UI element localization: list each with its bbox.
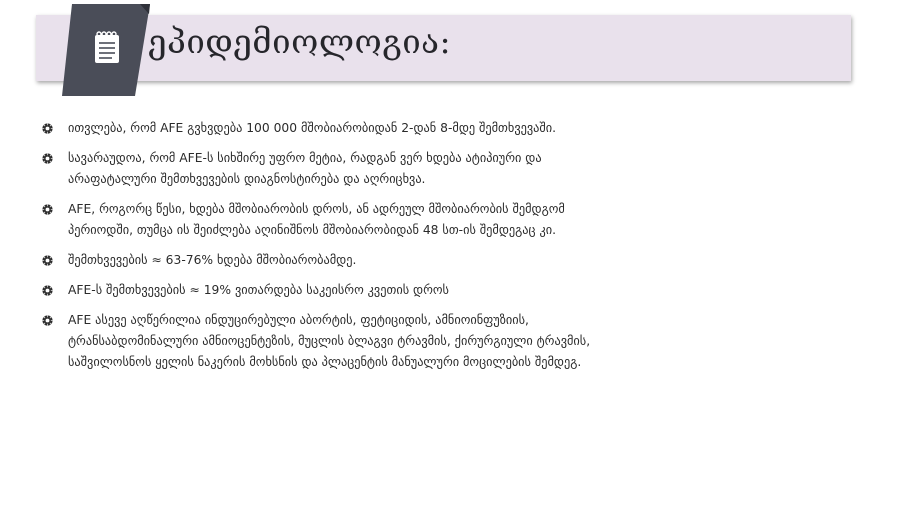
notepad-icon xyxy=(95,32,119,63)
gear-bullet-icon xyxy=(42,123,53,134)
gear-bullet-icon xyxy=(42,285,53,296)
page-title: ეპიდემიოლოგია: xyxy=(148,22,452,61)
gear-bullet-icon xyxy=(42,204,53,215)
bullet-text: AFE ასევე აღწერილია ინდუცირებული აბორტის, ფეტიციდის, ამნიოინფუზიის, ტრანსაბდომინალური ამნიოცენტეზის, მუცლის ბლაგვი ტრავმის, ქირურგიული ტრავმის, საშვილოსნოს ყელის ნაკერის მოხსნის და პლაცენტის მანუალური მოცილების შემდეგ. xyxy=(68,313,591,369)
bullet-item xyxy=(42,310,602,373)
bullet-text: შემთხვევების ≈ 63-76% ხდება მშობიარობამდე. xyxy=(68,253,357,267)
bullet-text: AFE-ს შემთხვევების ≈ 19% ვითარდება საკეისრო კვეთის დროს xyxy=(68,283,449,297)
bullet-text: ითვლება, რომ AFE გვხვდება 100 000 მშობიარობიდან 2-დან 8-მდე შემთხვევაში. xyxy=(68,121,557,135)
bullet-text: AFE, როგორც წესი, ხდება მშობიარობის დროს, ან ადრეულ მშობიარობის შემდგომ პერიოდში, თუმცა ის შეიძლება აღინიშნოს მშობიარობიდან 48 სთ-ის შემდეგაც კი. xyxy=(68,202,565,237)
gear-bullet-icon xyxy=(42,153,53,164)
bullet-item xyxy=(42,250,602,271)
bullet-text: სავარაუდოა, რომ AFE-ს სიხშირე უფრო მეტია, რადგან ვერ ხდება ატიპიური და არაფატალური შემთხვევების დიაგნოსტირება და აღრიცხვა. xyxy=(68,151,542,186)
title-ribbon xyxy=(62,4,152,96)
bullet-item xyxy=(42,118,602,139)
gear-bullet-icon xyxy=(42,255,53,266)
bullet-item xyxy=(42,148,602,190)
bullet-item xyxy=(42,280,602,301)
bullet-item xyxy=(42,199,602,241)
gear-bullet-icon xyxy=(42,315,53,326)
bullet-list-container xyxy=(42,118,602,382)
bullet-list xyxy=(42,118,602,373)
